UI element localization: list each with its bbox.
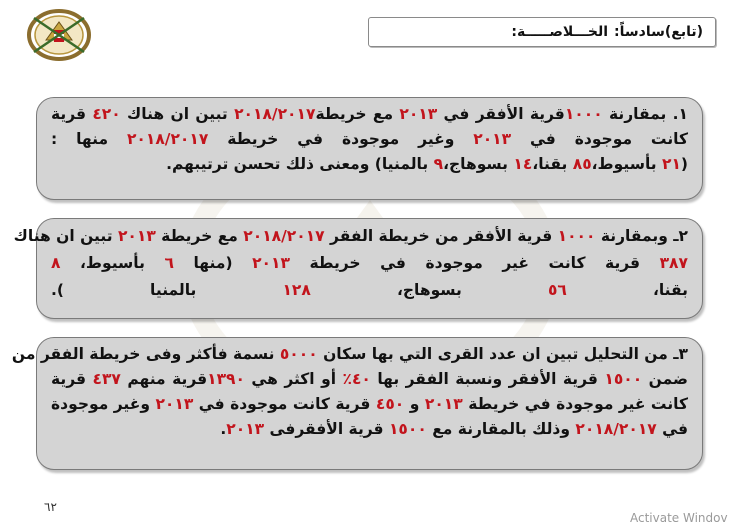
text-segment: . xyxy=(220,420,227,438)
highlighted-number: ٢٠١٨/٢٠١٧ xyxy=(234,105,316,123)
highlighted-number: ٨٥ xyxy=(572,155,592,173)
text-segment: ١. بمقارنة xyxy=(602,105,689,123)
highlighted-number: ١٥٠٠ xyxy=(604,370,643,388)
text-segment: منها : xyxy=(51,130,127,148)
text-segment: قرية كانت غير موجودة في خريطة xyxy=(289,254,660,272)
text-segment: تبين ان هناك xyxy=(120,105,235,123)
emblem-logo xyxy=(26,8,92,62)
text-segment: بقنا، xyxy=(566,281,688,299)
text-segment: قرية كانت موجودة في xyxy=(193,395,376,413)
text-segment: قرية xyxy=(51,370,93,388)
card-line xyxy=(51,417,688,442)
highlighted-number: ١٠٠٠ xyxy=(564,105,603,123)
text-segment: أو اكثر هي xyxy=(244,370,343,388)
text-segment: في xyxy=(656,420,688,438)
text-segment: قرية الأفقر من خريطة الفقر xyxy=(324,227,558,245)
text-segment: كانت موجودة في xyxy=(511,130,688,148)
text-segment: ( xyxy=(680,155,688,173)
highlighted-number: ٢٠١٣ xyxy=(252,254,290,272)
text-segment: تبين ان هناك xyxy=(13,227,118,245)
text-segment: وغير موجودة في خريطة xyxy=(208,130,474,148)
highlighted-number: ٢٠١٣ xyxy=(424,395,463,413)
text-segment: وغير موجودة xyxy=(51,395,156,413)
text-segment: قرية الأفقر ونسبة الفقر بها xyxy=(370,370,605,388)
section-header xyxy=(368,17,716,47)
card-line xyxy=(51,152,688,177)
text-segment: ضمن xyxy=(642,370,688,388)
card-line xyxy=(51,277,688,304)
text-segment: ٢ـ وبمقارنة xyxy=(595,227,688,245)
highlighted-number: ٢٠١٣ xyxy=(117,227,156,245)
text-segment: ٣ـ من التحليل تبين ان عدد القرى التي بها سكان xyxy=(317,345,688,363)
text-segment: مع خريطة xyxy=(155,227,244,245)
card-line xyxy=(13,223,688,250)
highlighted-number: ٢٠١٣ xyxy=(226,420,265,438)
highlighted-number: ٤٥٠ xyxy=(375,395,405,413)
text-segment: بأسيوط، xyxy=(60,254,165,272)
card-line xyxy=(51,250,688,277)
card-line xyxy=(11,342,688,367)
text-segment: قرية xyxy=(51,105,93,123)
card-line xyxy=(51,367,688,392)
highlighted-number: ٤٠٪ xyxy=(342,370,371,388)
highlighted-number: ١٠٠٠ xyxy=(557,227,596,245)
highlighted-number: ١٤ xyxy=(513,155,533,173)
text-segment: بالمنيا ). xyxy=(51,281,283,299)
activate-windows-watermark: Activate Windov xyxy=(630,511,728,525)
section-title: الخـــلاصـــــة: xyxy=(511,24,609,40)
highlighted-number: ٦ xyxy=(164,254,174,272)
text-segment: قرية الأفقرفى xyxy=(264,420,389,438)
text-segment: و xyxy=(404,395,425,413)
summary-card-2 xyxy=(13,218,703,319)
text-segment: قرية منهم xyxy=(120,370,208,388)
summary-card-1 xyxy=(36,97,703,200)
card-line xyxy=(51,392,688,417)
text-segment: كانت غير موجودة في خريطة xyxy=(462,395,688,413)
text-segment: بالمنيا) ومعنى ذلك تحسن ترتيبهم. xyxy=(166,155,434,173)
highlighted-number: ٢٠١٣ xyxy=(473,130,512,148)
text-segment: بقنا، xyxy=(532,155,573,173)
highlighted-number: ٢٠١٨/٢٠١٧ xyxy=(243,227,325,245)
highlighted-number: ٢٠١٨/٢٠١٧ xyxy=(126,130,209,148)
highlighted-number: ٤٣٧ xyxy=(92,370,121,388)
section-prefix: (تابع)سادساً: xyxy=(614,24,703,40)
text-segment: نسمة فأكثر وفى خريطة الفقر من xyxy=(11,345,280,363)
page-number: ٦٢ xyxy=(44,500,57,514)
highlighted-number: ٢٠١٨/٢٠١٧ xyxy=(575,420,657,438)
highlighted-number: ٨ xyxy=(51,254,61,272)
text-segment: وذلك بالمقارنة مع xyxy=(426,420,576,438)
highlighted-number: ٥٦ xyxy=(547,281,567,299)
summary-card-3 xyxy=(11,337,703,470)
text-segment: بأسيوط، xyxy=(591,155,662,173)
highlighted-number: ٢١ xyxy=(661,155,681,173)
card-line xyxy=(51,102,688,127)
highlighted-number: ٢٠١٣ xyxy=(399,105,438,123)
text-segment: قرية الأفقر في xyxy=(437,105,565,123)
highlighted-number: ٣٨٧ xyxy=(659,254,688,272)
text-segment: بسوهاج، xyxy=(310,281,548,299)
text-segment: (منها xyxy=(173,254,253,272)
text-segment: بسوهاج، xyxy=(443,155,514,173)
text-segment: مع خريطة xyxy=(315,105,400,123)
highlighted-number: ٥٠٠٠ xyxy=(279,345,318,363)
highlighted-number: ١٢٨ xyxy=(282,281,311,299)
card-line xyxy=(51,127,688,152)
highlighted-number: ١٣٩٠ xyxy=(207,370,245,388)
highlighted-number: ٩ xyxy=(433,155,444,173)
highlighted-number: ٢٠١٣ xyxy=(155,395,194,413)
highlighted-number: ٤٢٠ xyxy=(92,105,121,123)
highlighted-number: ١٥٠٠ xyxy=(388,420,427,438)
